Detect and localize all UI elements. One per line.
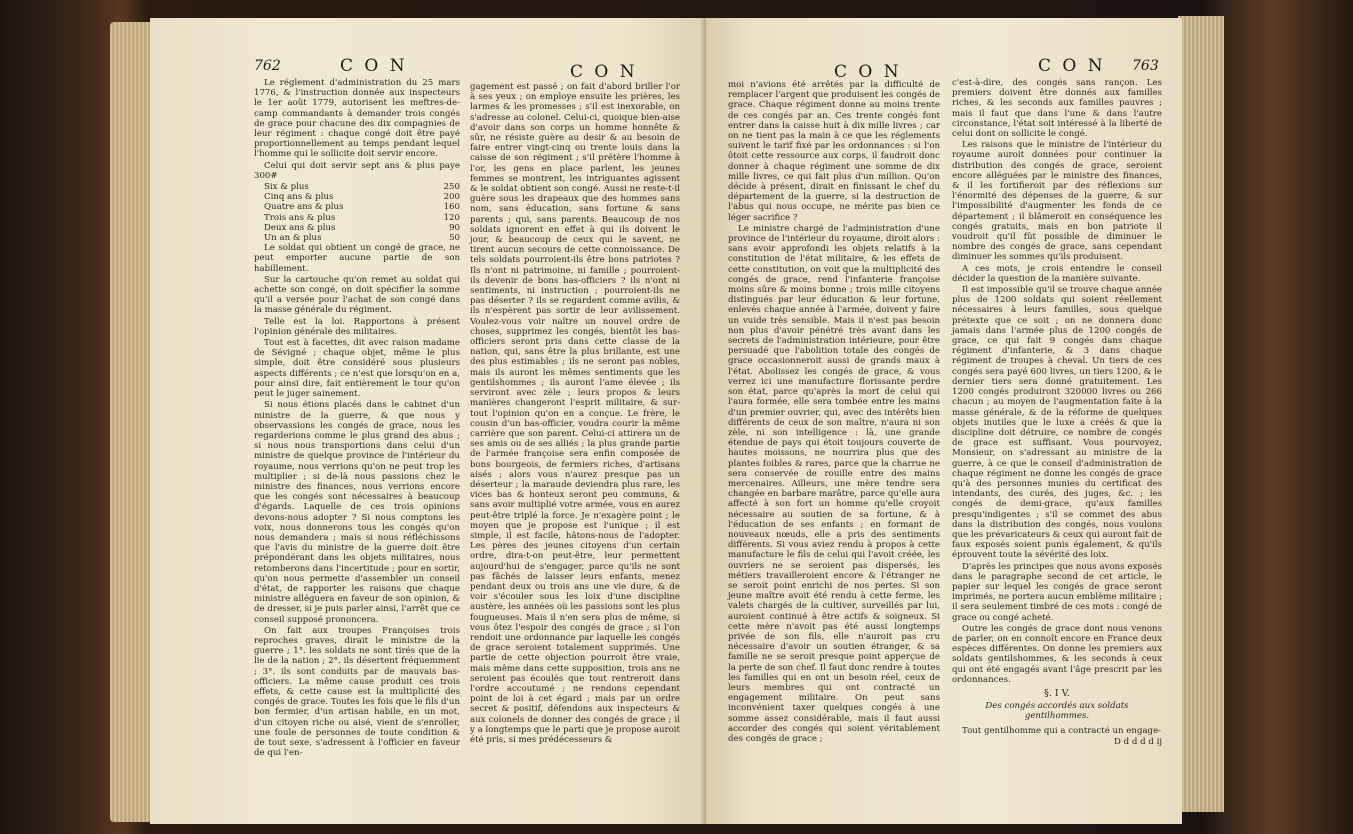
paragraph: Celui qui doit servir sept ans & plus paye 300# [254, 160, 460, 181]
tariff-table [254, 182, 460, 243]
tariff-row [254, 213, 460, 223]
tariff-label: Deux ans & plus [264, 222, 336, 233]
paragraph: D'après les principes que nous avons exposés dans le paragraphe second de cet article, le papier sur lequel les congés de grace seront imprimés, ne portera aucun emblème militaire ; il sera seulement timbré de ces mots : congé de grace ou congé acheté. [952, 561, 1162, 623]
paragraph: Tout est à facettes, dit avec raison madame de Sévigné ; chaque objet, même le plus simple, doit être considéré sous plusieurs aspects différents ; ce n'est que lorsqu'on en a, pour ainsi dire, fait entièrement le tour qu'on peut le juger sainement. [254, 338, 460, 400]
left-page-column-1 [254, 78, 460, 759]
tariff-row [254, 223, 460, 233]
page-number-right: 763 [1132, 58, 1159, 74]
running-header-left: C O N [340, 56, 408, 76]
paragraph: On fait aux troupes Françoises trois reproches graves, dirait le ministre de la guerre ; 1°. les soldats ne sont tirés que de la lie de la nation ; 2°. ils désertent fréquemment ; 3°. ils sont conduits par de mauvais bas-officiers. La même cause produit ces trois effets, & cette cause est la multiplicité des congés de grace. Toutes les fois que le fils d'un bon fermier, d'un artisan habile, en un mot, d'un citoyen riche ou aisé, vient de s'enroller, une foule de personnes de toute condition & de tout sexe, s'adressent à l'officier en faveur de qui l'en- [254, 625, 460, 759]
paragraph: moi n'avions été arrêtés par la difficulté de remplacer l'argent que produisent les congés de grace. Chaque régiment donne au moins trente de ces congés par an. Ces trente congés font entrer dans la caisse huit à dix mille livres ; car on ne tient pas la main à ce que les réglements suivent le tarif fixé par les ordonnances : si l'on ôtoit cette ressource aux corps, il faudroit donc donner à chaque régiment une somme de dix mille livres, ce qui fait plus d'un million. Qu'on décide à présent, dirait en finissant le chef du département de la guerre, si la destruction de l'abus qui nous occupe, ne mérite pas bien ce léger sacrifice ? [728, 80, 940, 223]
left-page [150, 18, 708, 824]
paragraph: Outre les congés de grace dont nous venons de parler, on en connoît encore en France deux espèces différentes. On donne les premiers aux soldats gentilshommes, & les seconds à ceux qui ont été engagés avant l'âge prescrit par les ordonnances. [952, 623, 1162, 685]
running-header-right: C O N [1038, 56, 1106, 76]
tariff-value: 250 [443, 182, 460, 193]
running-header-right-col1: C O N [834, 62, 902, 82]
paragraph: Les raisons que le ministre de l'intérieur du royaume auroit données pour continuer la distribution des congés de grace, seroient encore alléguées par le ministre des finances, & il les fortifieroit par des réflexions sur l'énormité des dépenses de la guerre, & sur l'impossibilité d'augmenter les fonds de ce département ; il blâmeroit en conséquence les congés gratuits, mais en bon patriote il voudroit qu'il fût possible de diminuer le nombre des congés de grace, sans cependant diminuer les sommes qu'ils produisent. [952, 140, 1162, 263]
tariff-value: 200 [443, 192, 460, 203]
tariff-label: Trois ans & plus [264, 212, 336, 223]
right-page-column-2 [952, 78, 1162, 748]
paragraph: c'est-à-dire, des congés sans rançon. Les premiers doivent être donnés aux familles riches, & les seconds aux familles pauvres ; mais il faut que dans l'une & dans l'autre circonstance, l'état soit intéressé à la liberté de celui dont on sollicite le congé. [952, 78, 1162, 140]
paragraph: Tout gentilhomme qui a contracté un engage- [962, 725, 1162, 736]
tariff-value: 90 [449, 222, 460, 233]
right-page [706, 18, 1182, 824]
paragraph: Le soldat qui obtient un congé de grace, ne peut emporter aucune partie de son habillement. [254, 243, 460, 274]
tariff-value: 160 [443, 202, 460, 213]
paragraph: A ces mots, je crois entendre le conseil décider la question de la manière suivante. [952, 263, 1162, 284]
paragraph: Si nous étions placés dans le cabinet d'un ministre de la guerre, & que nous y observassions les congés de grace, nous les regarderions comme le plus grand des abus ; si nous nous transportions dans celui d'un ministre de quelque province de l'intérieur du royaume, nous verrions qu'on ne peut trop les multiplier ; si de-là nous passions chez le ministre des finances, nous verrions encore que les congés sont nécessaires à beaucoup d'égards. Laquelle de ces trois opinions devons-nous adopter ? Si nous comptons les voix, nous donnerons tous les congés qu'on nous demandera ; mais si nous réfléchissons que l'avis du ministre de la guerre doit être prépondérant dans les objets militaires, nous retomberons dans l'incertitude ; pour en sortir, qu'on nous permette d'assembler un conseil d'état, de rapporter les raisons que chaque ministre alléguera en faveur de son opinion, & de dresser, si je puis parler ainsi, l'arrêt que ce conseil supposé prononcera. [254, 400, 460, 625]
paragraph: Le réglement d'administration du 25 mars 1776, & l'instruction donnée aux inspecteurs le 1er août 1779, autorisent les meftres-de-camp commandants à demander trois congés de grace pour chacune des dix compagnies de leur régiment : chaque congé doit être payé proportionnellement au temps pendant lequel l'homme qui le sollicite doit servir encore. [254, 78, 460, 160]
paragraph: Il est impossible qu'il se trouve chaque année plus de 1200 soldats qui soient réellement nécessaires à leurs familles, sous quelque prétexte que ce soit ; on ne donnera donc jamais dans l'armée plus de 1200 congés de grace, ce qui fait 9 congés dans chaque régiment d'infanterie, & 3 dans chaque régiment de troupes à cheval. Un tiers de ces congés sera payé 600 livres, un tiers 1200, & le dernier tiers sera donné gratuitement. Les 1200 congés produiront 320000 livres ou 266 chacun ; au moyen de l'augmentation faite à la masse générale, & de la réforme de quelques objets inutiles que le luxe a créés & que la discipline doit détruire, ce nombre de congés de grace est suffisant. Vous pourvoyez, Monsieur, on s'adressant au ministre de la guerre, à ce que le conseil d'administration de chaque régiment ne donne les congés de grace qu'à des personnes munies du certificat des intendants, des curés, des juges, &c. ; les congés de demi-grace, qu'aux familles presqu'indigentes ; s'il se commet des abus dans la distribution des congés, nous voulons que les prévaricateurs & ceux qui auront fait de faux exposés soient punis également, & qu'ils éprouvent toute la sévérité des loix. [952, 285, 1163, 561]
section-label: §. I V. [1044, 687, 1070, 699]
page-number-left: 762 [254, 58, 281, 74]
tariff-row [254, 202, 460, 212]
tariff-row [254, 182, 460, 192]
page-edges-right [1178, 16, 1224, 812]
running-header-left-col2: C O N [570, 62, 638, 82]
paragraph: Le ministre chargé de l'administration d'une province de l'intérieur du royaume, diroit alors : sans avoir approfondi les objets relatifs à la constitution de l'état militaire, & les effets de cette constitution, on voit que la multiplicité des congés de grace, rend l'infanterie françoise moins sûre & moins bonne ; trois mille citoyens distingués par leur éducation & leur fortune, enlevés chaque année à l'armée, doivent y faire un vuide très sensible. Mais il n'est pas besoin non plus d'avoir pénétré très avant dans les secrets de l'administration intérieure, pour être persuadé que l'abolition totale des congés de grace occasionneroit aussi de grands maux à l'état. Abolissez les congés de grace, & vous verrez ici une manufacture florissante perdre son état, parce qu'après la mort de celui qui l'aura formée, elle sera tombée entre les mains d'un premier ouvrier, qui, avec des intérêts bien différents de ceux de son maître, n'aura ni son zèle, ni son intelligence : là, une grande étendue de pays qui étoit toujours couverte de hautes moissons, ne nourrira plus que des plantes foibles & rares, parce que la charrue ne sera conservée de rouille entre des mains mercenaires. Ailleurs, une mère tendre sera changée en barbare marâtre, parce qu'elle aura affecté à son fort un homme qu'elle croyoit nécessaire au soutien de sa fortune, & à l'éducation de ses enfants ; en formant de nouveaux nœuds, elle a pris des sentiments différents. Si vous aviez rendu à propos à cette manufacture le fils de celui qui l'avoit créée, les ouvriers ne se seroient pas dispersés, les métiers travailleroient encore & l'étranger ne se seroit point enrichi de nos pertes. Si son jeune maître avoit été rendu à cette ferme, les valets chargés de la cultiver, surveillés par lui, auroient continué à être actifs & soigneux. Si cette mère n'avoit pas été aussi longtemps privée de son fils, elle n'auroit pas cru nécessaire d'avoir un soutien étranger, & sa famille ne se seroit presque point apperçue de la perte de son chef. Il faut donc rendre à toutes les familles qui en ont un besoin réel, ceux de leurs membres qui ont contracté un engagement militaire. On peut sans inconvénient taxer quelques congés à une somme assez considérable, mais il faut aussi accorder des congés qui soient véritablement des congés de grace ; [728, 223, 940, 744]
tariff-row [254, 233, 460, 243]
tariff-row [254, 192, 460, 202]
paragraph: gagement est passé ; on fait d'abord briller l'or à ses yeux ; on employe ensuite les prières, les larmes & les promesses ; s'il est inexorable, on s'adresse au colonel. Celui-ci, quoique bien-aise d'avoir dans son corps un homme honnête & sûr, ne résiste guère au desir & au besoin de faire entrer vingt-cinq ou trente louis dans la caisse de son régiment ; s'il prétère l'homme à l'or, les gens en place parlent, les jeunes femmes se montrent, les intriguantes agissent & le soldat obtient son congé. Aussi ne reste-t-il guère sous les drapeaux que des hommes sans nom, sans éducation, sans fortune & sans parents ; qui, sans parents. Beaucoup de nos soldats ignorent en effet à qui ils doivent le jour, & beaucoup de ceux qui le savent, ne tirent aucun secours de cette connoissance. De tels soldats pourroient-ils être bons patriotes ? Ils n'ont ni patrimoine, ni famille ; pourroient-ils devenir de bons bas-officiers ? ils n'ont ni sentiments, ni instruction ; pourroient-ils ne pas déserter ? ils se regardent comme avilis, & ils n'espèrent pas sortir de leur avilissement. Voulez-vous voir naître un nouvel ordre de choses, supprimez les congés, bientôt les bas-officiers seront pris dans cette classe de la nation, qui, sans être la plus brillante, est une des plus estimables ; ils ne seront pas nobles, mais ils auront les mêmes sentiments que les gentilshommes ; ils auront l'ame élevée ; ils serviront avec zèle ; leurs propos & leurs manières changeront l'esprit militaire, & sur-tout l'opinion qu'on en a conçue. Le frère, le cousin d'un bas-officier, voudra courir la même carrière que son parent. Celui-ci attirera un de ses amis ou de ses alliés ; la plus grande partie de l'armée françoise sera enfin composée de bons bourgeois, de fermiers riches, d'artisans aisés ; alors vous n'aurez presque pas un déserteur ; la maraude deviendra plus rare, les vices bas & honteux seront peu communs, & sans avoir multiplié votre armée, vous en aurez peut-être triplé la force. Je n'exagère point ; le moyen que je propose est l'unique ; il est simple, il est facile, hâtons-nous de l'adopter. Les pères des jeunes citoyens d'un certain ordre, dira-t-on peut-être, leur permettent aujourd'hui de s'engager, parce qu'ils ne sont pas fâchés de laisser leurs enfants, menez pendant deux ou trois ans une vie dure, & de voir s'écouler sous les loix d'une discipline austère, les années où les passions sont les plus fougueuses. Mais il n'en sera plus de même, si vous ôtez l'espoir des congés de grace ; si l'on rendoit une ordonnance par laquelle les congés de grace seroient totalement supprimés. Une partie de cette objection pourroit être vraie, mais même dans cette supposition, trois ans ne seroient pas écoulés que tout rentreroit dans l'ordre accoutumé ; ne rendons cependant point de loi à cet égard ; mais par un ordre secret & positif, défendons aux inspecteurs & aux colonels de donner des congés de grace ; il y a longtemps que le parti que je propose auroit été pris, si mes prédécesseurs & [470, 82, 680, 745]
section-title: Des congés accordés aux soldats gentilhommes. [985, 701, 1129, 722]
tariff-label: Quatre ans & plus [264, 202, 344, 213]
right-page-column-1 [728, 80, 940, 745]
paragraph: Telle est la loi. Rapportons à présent l'opinion générale des militaires. [254, 316, 460, 337]
tariff-value: 120 [443, 212, 460, 223]
tariff-label: Six & plus [264, 182, 309, 193]
left-page-column-2 [470, 82, 680, 746]
tariff-label: Un an & plus [264, 233, 322, 244]
signature-mark: D d d d d ij [1114, 736, 1162, 747]
tariff-value: 50 [449, 233, 460, 244]
tariff-label: Cinq ans & plus [264, 192, 334, 203]
paragraph: Sur la cartouche qu'on remet au soldat qui achette son congé, on doit spécifier la somme qu'il a versée pour l'achat de son congé dans la masse générale du régiment. [254, 274, 460, 316]
